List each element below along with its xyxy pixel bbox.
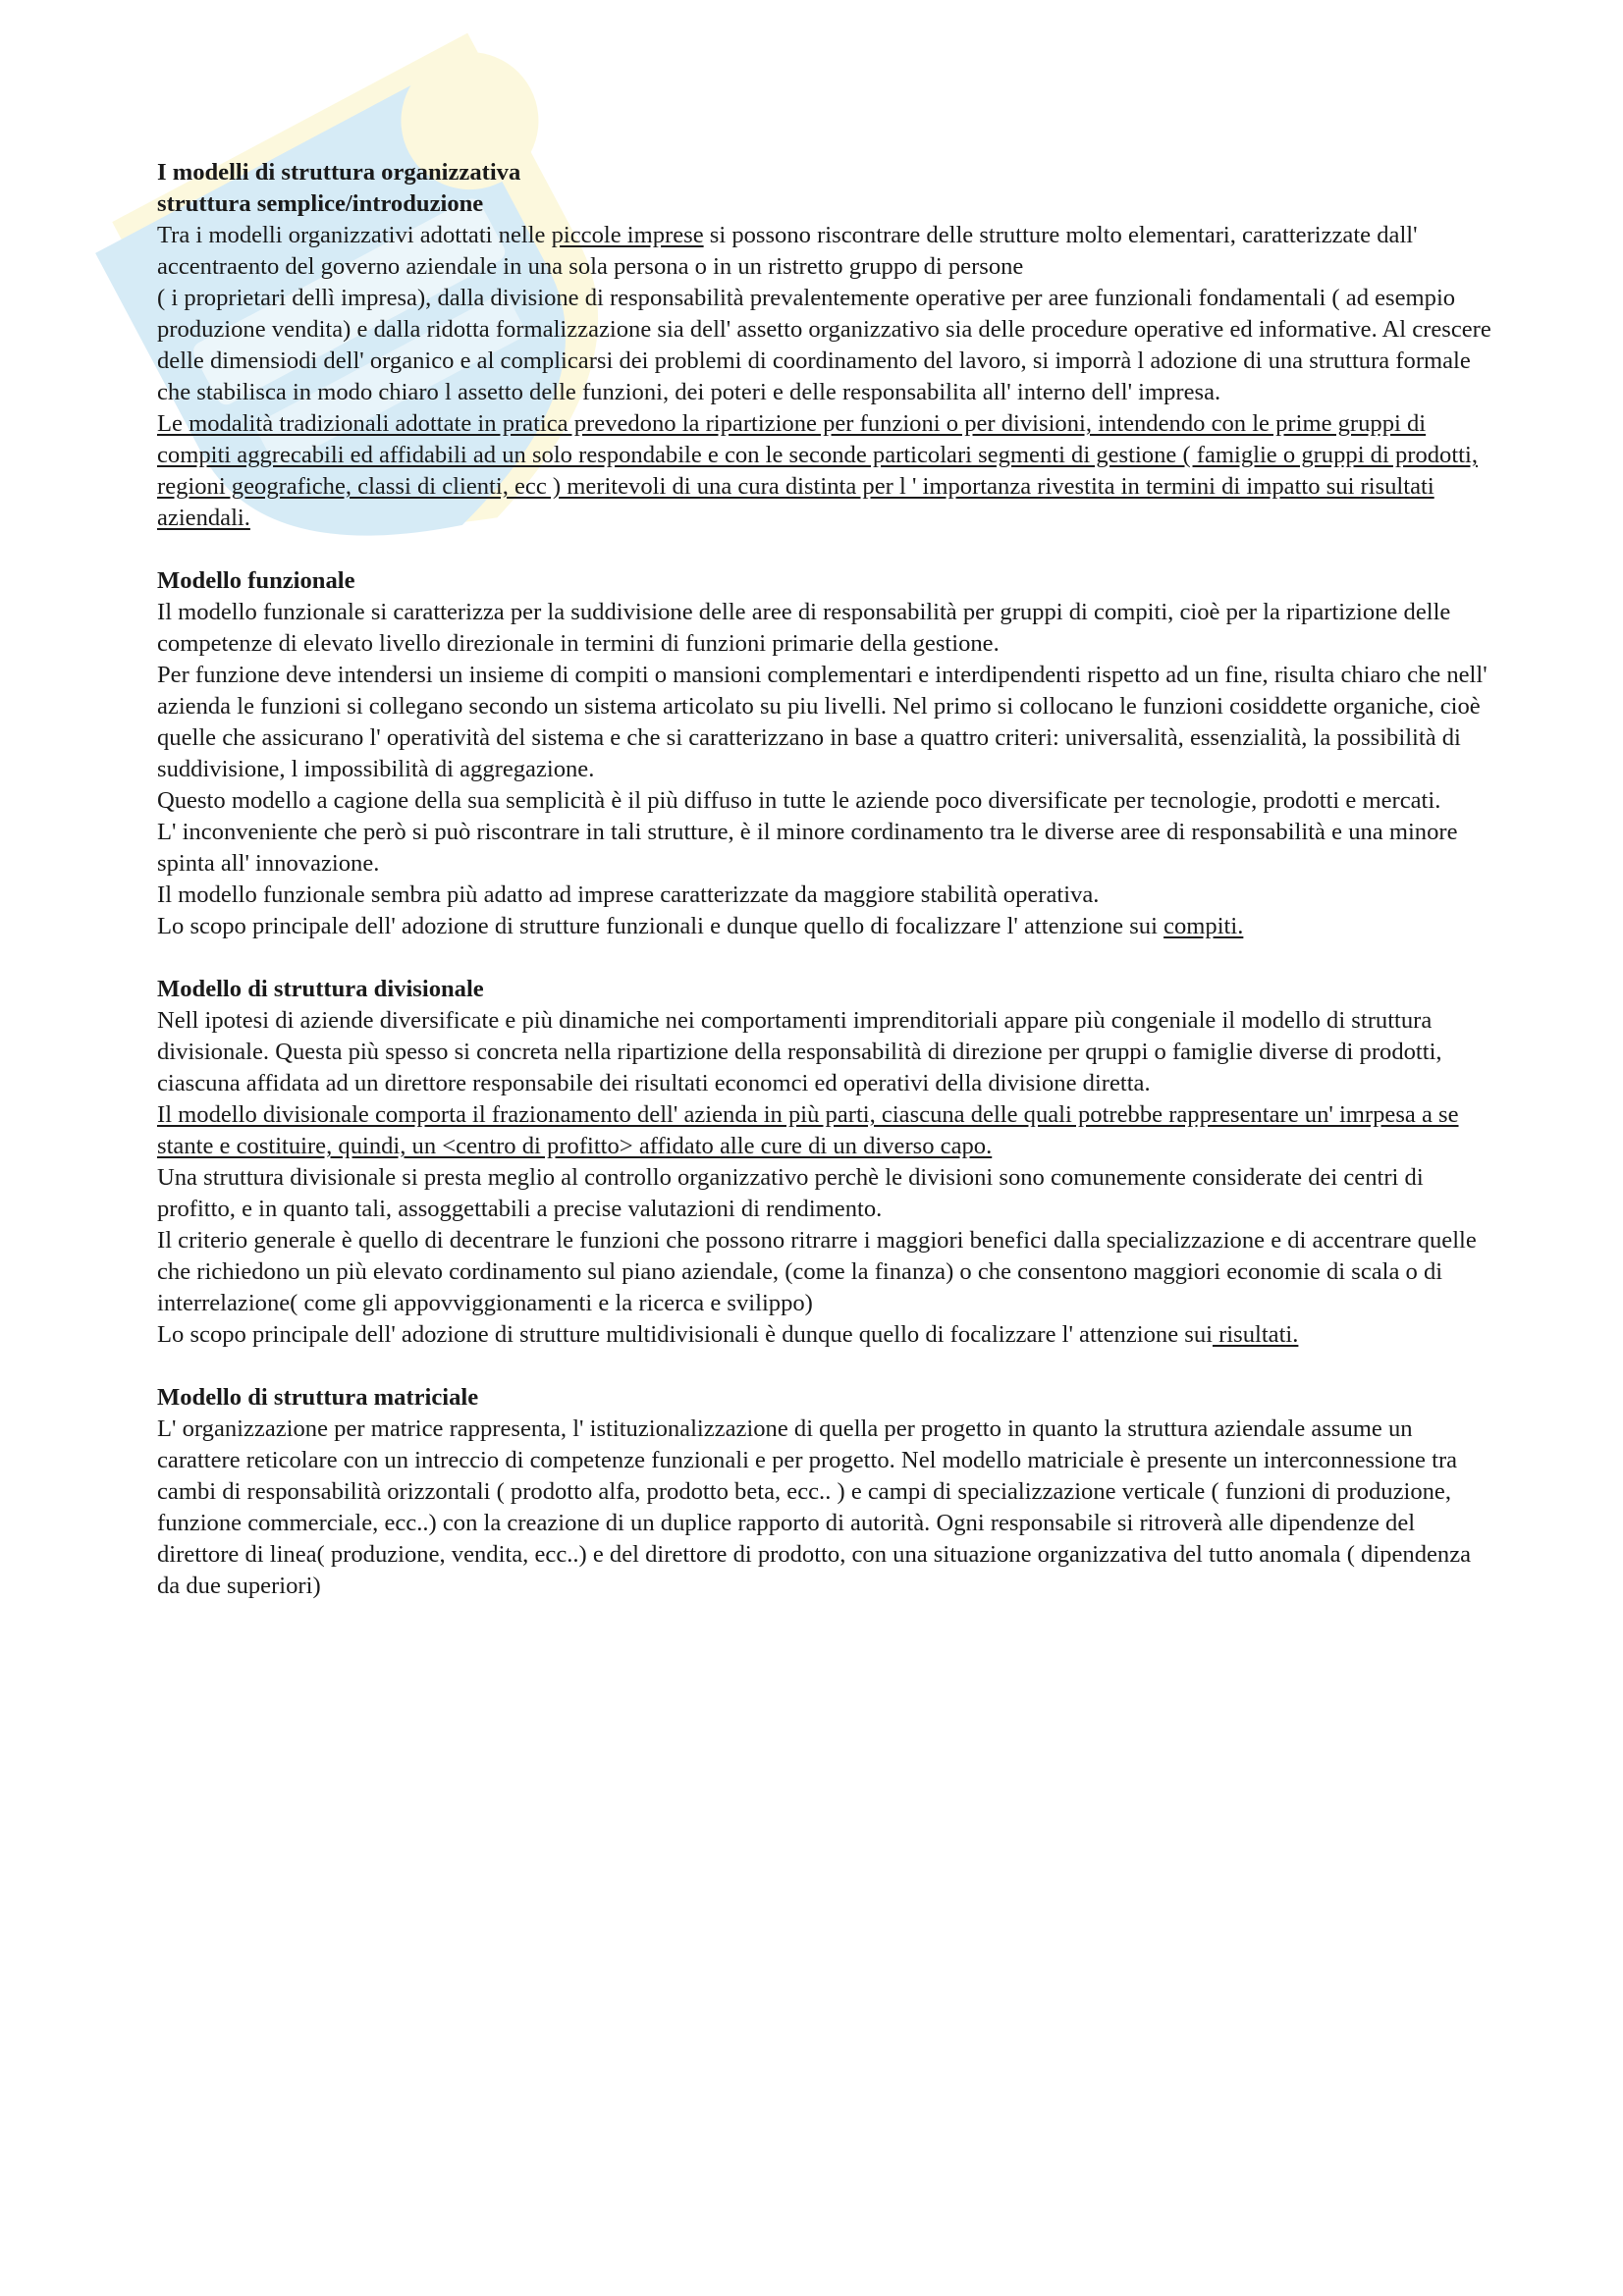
funzionale-paragraph-1: Il modello funzionale si caratterizza per la suddivisione delle aree di responsabilità per gruppi di compiti, cioè per la ripartizione delle competenze di elevato livello direzionale in termini di funzioni primarie della gestione. (157, 599, 1451, 657)
matriciale-paragraph-1: L' organizzazione per matrice rappresenta, l' istituzionalizzazione di quella per progetto in quanto la struttura aziendale assume un carattere reticolare con un intreccio di competenze funzionali e per progetto. Nel modello matriciale è presente un interconnessione tra cambi di responsabilità orizzontali ( prodotto alfa, prodotto beta, ecc.. ) e campi di specializzazione verticale ( funzioni di produzione, funzione commerciale, ecc..) con la creazione di un duplice rapporto di autorità. Ogni responsabile si ritroverà alle dipendenze del direttore di linea( produzione, vendita, ecc..) e del direttore di prodotto, con una situazione organizzativa del tutto anomala ( dipendenza da due superiori) (157, 1415, 1472, 1599)
section-gap (157, 942, 1492, 974)
intro-paragraph-2: ( i proprietari dellì impresa), dalla divisione di responsabilità prevalentemente operative per aree funzionali fondamentali ( ad esempio produzione vendita) e dalla ridotta formalizzazione sia dell' assetto organizzativo sia delle procedure operative ed informative. Al crescere delle dimensiodi dell' organico e al complicarsi dei problemi di coordinamento del lavoro, si imporrà l adozione di una struttura formale che stabilisca in modo chiaro l assetto delle funzioni, dei poteri e delle responsabilita all' interno dell' impresa. (157, 285, 1491, 405)
divisionale-paragraph-1: Nell ipotesi di aziende diversificate e più dinamiche nei comportamenti imprenditoriali appare più congeniale il modello di struttura divisionale. Questa più spesso si concreta nella ripartizione della responsabilità di direzione per qruppi o famiglie diverse di prodotti, ciascuna affidata ad un direttore responsabile dei risultati economci ed operativi della divisione diretta. (157, 1007, 1442, 1096)
divisionale-heading: Modello di struttura divisionale (157, 976, 484, 1002)
section-gap (157, 534, 1492, 565)
funzionale-paragraph-6 (157, 911, 1492, 942)
section-gap (157, 1351, 1492, 1382)
divisionale-paragraph-2-underlined: Il modello divisionale comporta il frazionamento dell' azienda in più parti, ciascuna delle quali potrebbe rappresentare un' imrpesa a se stante e costituire, quindi, un <centro di profitto> affidato alle cure di un diverso capo. (157, 1101, 1459, 1159)
divisionale-paragraph-5 (157, 1319, 1492, 1351)
divisionale-paragraph-4: Il criterio generale è quello di decentrare le funzioni che possono ritrarre i maggiori benefici dalla specializzazione e di accentrare quelle che richiedono un più elevato cordinamento sul piano aziendale, (come la finanza) o che consentono maggiori economie di scala o di interrelazione( come gli appovviggionamenti e la ricerca e svilippo) (157, 1227, 1477, 1316)
funzionale-paragraph-5: Il modello funzionale sembra più adatto ad imprese caratterizzate da maggiore stabilità operativa. (157, 881, 1100, 908)
divisionale-paragraph-3: Una struttura divisionale si presta meglio al controllo organizzativo perchè le divisioni sono comunemente considerate dei centri di profitto, e in quanto tali, assoggettabili a precise valutazioni di rendimento. (157, 1164, 1424, 1222)
document-title: I modelli di struttura organizzativa (157, 159, 521, 186)
intro-paragraph-3-underlined: Le modalità tradizionali adottate in pratica prevedono la ripartizione per funzioni o per divisioni, intendendo con le prime gruppi di compiti aggrecabili ed affidabili ad un solo respondabile e con le seconde particolari segmenti di gestione ( famiglie o gruppi di prodotti, regioni geografiche, classi di clienti, ecc ) meritevoli di una cura distinta per l ' importanza rivestita in termini di impatto sui risultati aziendali. (157, 410, 1478, 531)
matriciale-heading: Modello di struttura matriciale (157, 1384, 479, 1411)
intro-paragraph-1 (157, 220, 1492, 283)
intro-text-cont: si possono riscontrare delle strutture molto elementari, caratterizzate dall' accentraento del governo aziendale in una sola persona o in un ristretto gruppo di persone (157, 222, 1418, 280)
compiti-underline: compiti. (1163, 913, 1244, 939)
divisionale-scopo-text: Lo scopo principale dell' adozione di strutture multidivisionali è dunque quello di focalizzare l' attenzione sui (157, 1321, 1213, 1348)
funzionale-paragraph-4: L' inconveniente che però si può riscontrare in tali strutture, è il minore cordinamento tra le diverse aree di responsabilità e una minore spinta all' innovazione. (157, 819, 1458, 877)
risultati-underline: risultati. (1212, 1321, 1299, 1348)
funzionale-heading: Modello funzionale (157, 567, 355, 594)
intro-heading: struttura semplice/introduzione (157, 190, 484, 217)
intro-text: Tra i modelli organizzativi adottati nelle (157, 222, 552, 248)
piccole-imprese-underline: piccole imprese (551, 222, 704, 248)
document-body (157, 157, 1492, 1602)
funzionale-paragraph-2: Per funzione deve intendersi un insieme di compiti o mansioni complementari e interdipendenti rispetto ad un fine, risulta chiaro che nell' azienda le funzioni si collegano secondo un sistema articolato su piu livelli. Nel primo si collocano le funzioni cosiddette organiche, cioè quelle che assicurano l' operatività del sistema e che si caratterizzano in base a quattro criteri: universalità, essenzialità, la possibilità di suddivisione, l impossibilità di aggregazione. (157, 662, 1488, 782)
funzionale-paragraph-3: Questo modello a cagione della sua semplicità è il più diffuso in tutte le aziende poco diversificate per tecnologie, prodotti e mercati. (157, 787, 1441, 814)
funzionale-scopo-text: Lo scopo principale dell' adozione di strutture funzionali e dunque quello di focalizzare l' attenzione sui (157, 913, 1164, 939)
